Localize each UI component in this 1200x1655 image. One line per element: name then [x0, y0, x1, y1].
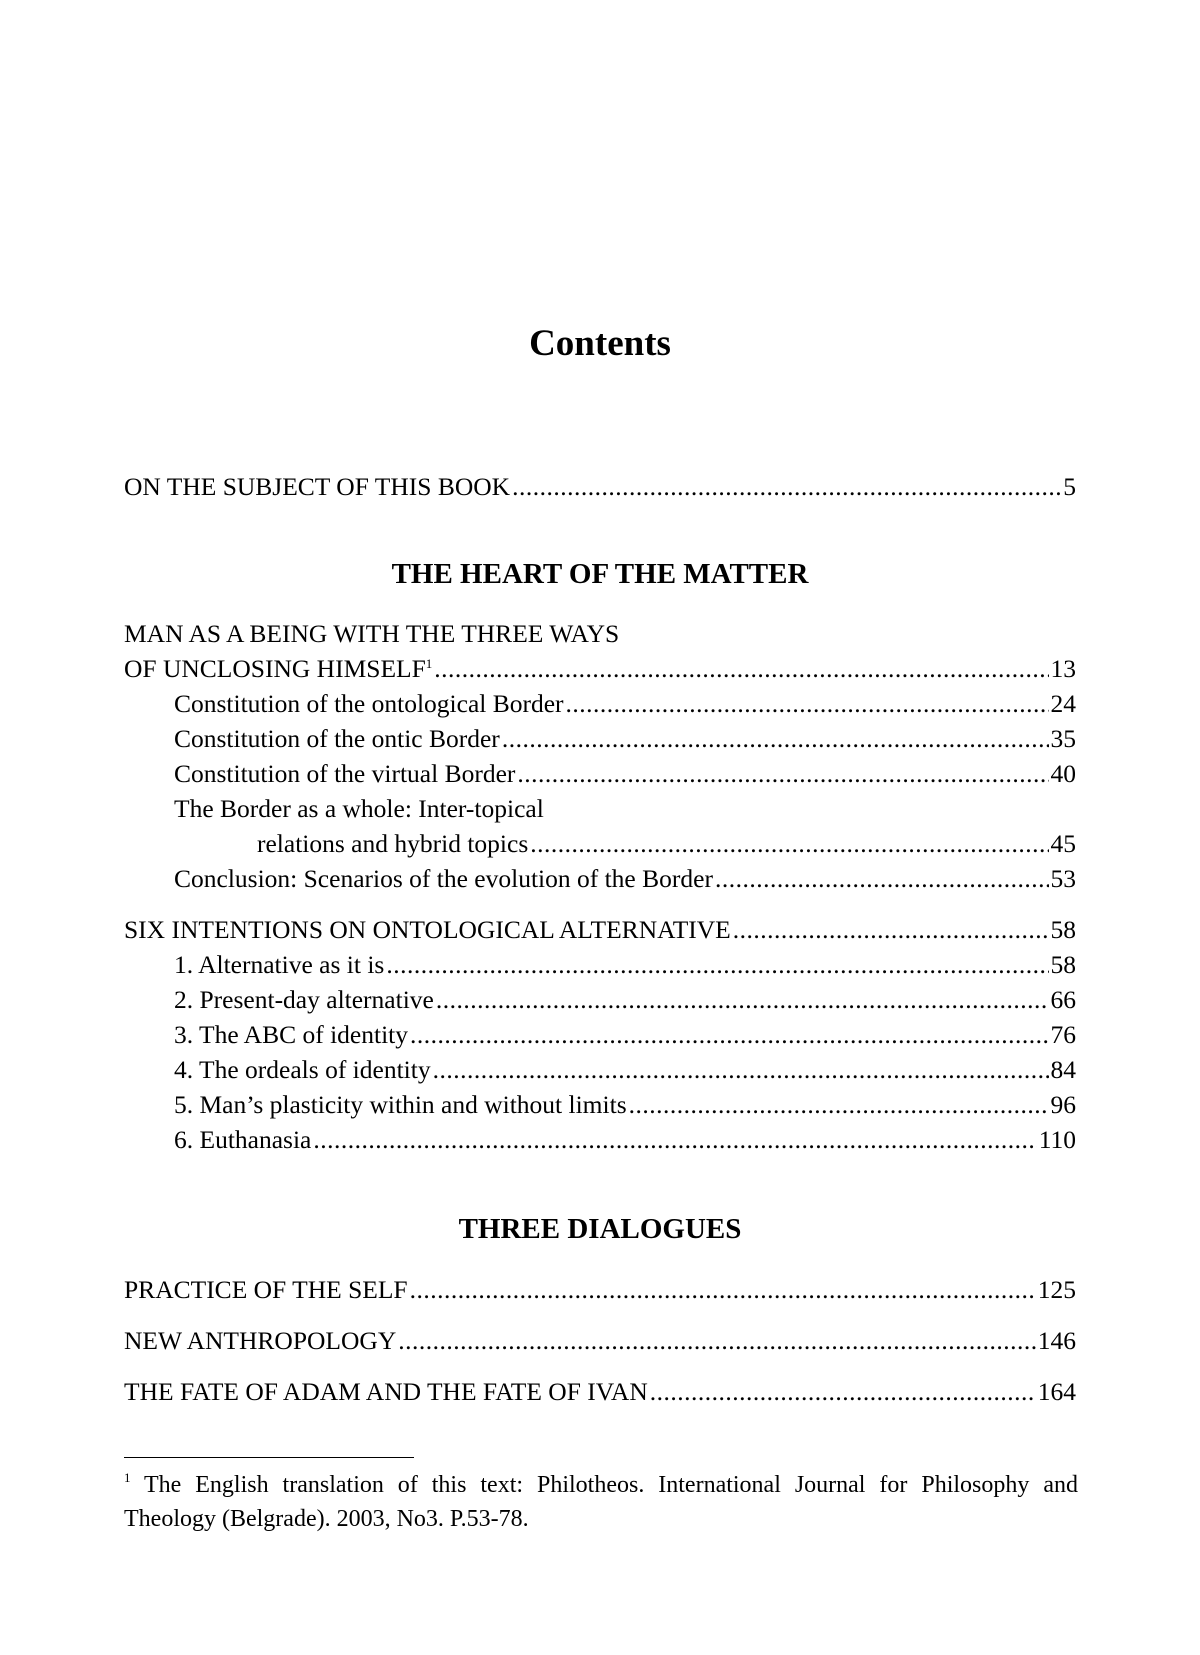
dot-leader	[566, 688, 1049, 720]
footnote-text: The English translation of this text: Philotheos. International Journal for Philosophy and Theology (Belgrade). 2003, No3. P.53-78.	[124, 1472, 1078, 1532]
toc-subentry[interactable]	[174, 949, 1076, 981]
toc-subentry[interactable]	[174, 1089, 1076, 1121]
toc-entry-label: 3. The ABC of identity	[174, 1020, 408, 1049]
toc-entry-label: 1. Alternative as it is	[174, 950, 385, 979]
dot-leader	[386, 949, 1048, 981]
toc-chapter-title-line1[interactable]: MAN AS A BEING WITH THE THREE WAYS	[124, 619, 620, 648]
toc-entry-label: Conclusion: Scenarios of the evolution of the Border	[174, 864, 713, 893]
dot-leader	[313, 1124, 1036, 1156]
toc-entry-label: ON THE SUBJECT OF THIS BOOK	[124, 472, 511, 501]
toc-entry-intro[interactable]	[124, 471, 1076, 503]
toc-page-number: 53	[1050, 864, 1076, 893]
toc-subentry[interactable]	[174, 1019, 1076, 1051]
toc-subentry[interactable]	[174, 688, 1076, 720]
toc-entry-dialogue[interactable]	[124, 1325, 1076, 1357]
toc-page-number: 76	[1050, 1020, 1076, 1049]
dot-leader	[436, 984, 1049, 1016]
dot-leader	[530, 828, 1048, 860]
toc-subentry[interactable]	[174, 1124, 1076, 1156]
section-heading-part2: THREE DIALOGUES	[458, 1213, 742, 1245]
footnote-number: 1	[124, 1470, 131, 1485]
dot-leader	[502, 723, 1049, 755]
toc-subentry[interactable]	[174, 863, 1076, 895]
toc-page-number: 5	[1063, 472, 1076, 501]
toc-entry-chapter2[interactable]	[124, 914, 1076, 946]
toc-page-number: 24	[1050, 689, 1076, 718]
toc-entry-label: PRACTICE OF THE SELF	[124, 1275, 408, 1304]
toc-page-number: 40	[1050, 759, 1076, 788]
toc-page-number: 125	[1037, 1275, 1076, 1304]
dot-leader	[629, 1089, 1049, 1121]
dot-leader	[512, 471, 1061, 503]
section-heading-part1: THE HEART OF THE MATTER	[391, 558, 809, 590]
toc-entry-chapter1[interactable]	[124, 653, 1076, 685]
toc-entry-label: Constitution of the ontological Border	[174, 689, 564, 718]
dot-leader	[517, 758, 1048, 790]
dot-leader	[434, 653, 1048, 685]
toc-page-number: 58	[1050, 915, 1076, 944]
dot-leader	[398, 1325, 1036, 1357]
toc-entry-label: 5. Man’s plasticity within and without limits	[174, 1090, 627, 1119]
dot-leader	[433, 1054, 1049, 1086]
dot-leader	[410, 1274, 1036, 1306]
toc-subentry[interactable]	[257, 828, 1076, 860]
toc-entry-label: OF UNCLOSING HIMSELF$^1$	[124, 654, 433, 683]
toc-entry-label: Constitution of the virtual Border	[174, 759, 516, 788]
toc-entry-label: NEW ANTHROPOLOGY	[124, 1326, 397, 1355]
toc-subentry[interactable]	[174, 984, 1076, 1016]
toc-page-number: 13	[1050, 654, 1076, 683]
dot-leader	[410, 1019, 1049, 1051]
toc-entry-label: 6. Euthanasia	[174, 1125, 312, 1154]
footnote-separator	[124, 1457, 414, 1458]
toc-subentry[interactable]	[174, 1054, 1076, 1086]
toc-subentry-title-line1[interactable]: The Border as a whole: Inter-topical	[174, 794, 544, 823]
toc-subentry[interactable]	[174, 758, 1076, 790]
page-title: Contents	[529, 323, 671, 364]
toc-page-number: 96	[1050, 1090, 1076, 1119]
toc-page-number: 146	[1037, 1326, 1076, 1355]
toc-entry-label: 2. Present-day alternative	[174, 985, 434, 1014]
toc-entry-label: 4. The ordeals of identity	[174, 1055, 431, 1084]
dot-leader	[733, 914, 1049, 946]
dot-leader	[650, 1376, 1036, 1408]
toc-page-number: 84	[1050, 1055, 1076, 1084]
dot-leader	[715, 863, 1049, 895]
toc-page-number: 35	[1050, 724, 1076, 753]
toc-page-number: 45	[1050, 829, 1076, 858]
toc-entry-label: SIX INTENTIONS ON ONTOLOGICAL ALTERNATIVE	[124, 915, 731, 944]
toc-page-number: 164	[1037, 1377, 1076, 1406]
toc-entry-label: THE FATE OF ADAM AND THE FATE OF IVAN	[124, 1377, 648, 1406]
toc-entry-dialogue[interactable]	[124, 1274, 1076, 1306]
toc-page-number: 66	[1050, 985, 1076, 1014]
toc-page-number: 58	[1050, 950, 1076, 979]
footnote	[124, 1468, 1078, 1536]
toc-page-number: 110	[1038, 1125, 1076, 1154]
footnote-marker[interactable]: 1	[425, 656, 433, 671]
toc-entry-dialogue[interactable]	[124, 1376, 1076, 1408]
toc-entry-label: relations and hybrid topics	[257, 829, 529, 858]
toc-subentry[interactable]	[174, 723, 1076, 755]
toc-entry-label: Constitution of the ontic Border	[174, 724, 500, 753]
